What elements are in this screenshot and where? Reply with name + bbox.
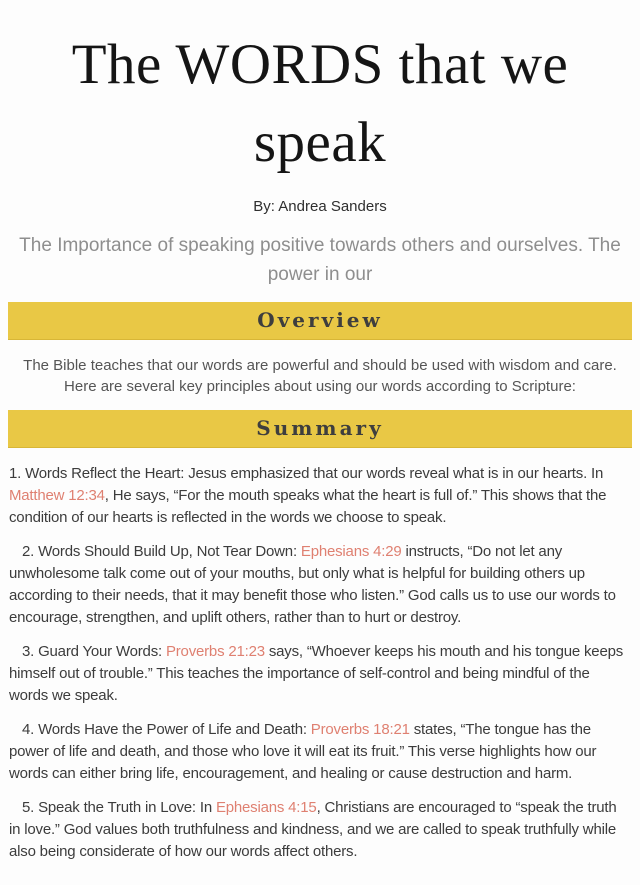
paragraph-text: 2. Words Should Build Up, Not Tear Down:: [22, 543, 301, 561]
scripture-reference[interactable]: Ephesians 4:15: [215, 799, 317, 817]
summary-paragraph: [9, 719, 631, 785]
paragraph-text: says, “Whoever keeps his mouth and his tongue keeps himself out of trouble.” This teaches the importance of self-control and being mindful of the words we speak.: [9, 643, 624, 705]
summary-banner: [8, 410, 632, 448]
paragraph-text: 4. Words Have the Power of Life and Death:: [22, 721, 311, 739]
summary-paragraph: [9, 641, 631, 707]
summary-paragraph: [9, 797, 631, 863]
byline: By: Andrea Sanders: [253, 198, 387, 216]
paragraph-text: , Christians are encouraged to “speak the truth in love.” God values both truthfulness and kindness, and we are called to speak truthfully while also being considerate of how our words affect others.: [9, 799, 617, 861]
overview-banner: [8, 302, 632, 340]
overview-body-text: The Bible teaches that our words are powerful and should be used with wisdom and care. Here are several key principles about using our words according to Scripture:: [23, 357, 617, 396]
summary-heading: Summary: [256, 416, 384, 441]
summary-paragraphs: [9, 463, 631, 863]
scripture-reference[interactable]: Ephesians 4:29: [300, 543, 402, 561]
paragraph-text: 3. Guard Your Words:: [22, 643, 166, 661]
paragraph-text: , He says, “For the mouth speaks what the heart is full of.” This shows that the condition of our hearts is reflected in the words we choose to speak.: [9, 487, 607, 527]
scripture-reference[interactable]: Proverbs 18:21: [310, 721, 410, 739]
paragraph-text: 1. Words Reflect the Heart: Jesus emphasized that our words reveal what is in our hearts. In: [9, 465, 604, 483]
summary-paragraph: [9, 463, 631, 529]
paragraph-text: 5. Speak the Truth in Love: In: [22, 799, 216, 817]
paragraph-text: instructs, “Do not let any unwholesome talk come out of your mouths, but only what is helpful for building others up according to their needs, that it may benefit those who listen.” God calls us to use our words to encourage, strengthen, and uplift others, rather than to hurt or destroy.: [9, 543, 616, 627]
summary-paragraph: [9, 541, 631, 629]
scripture-reference[interactable]: Matthew 12:34: [9, 487, 105, 505]
page-subtitle: The Importance of speaking positive towards others and ourselves. The power in our: [19, 235, 621, 286]
scripture-reference[interactable]: Proverbs 21:23: [165, 643, 265, 661]
page-title: The WORDS that we speak: [71, 33, 569, 174]
paragraph-text: states, “The tongue has the power of life and death, and those who love it will eat its fruit.” This verse highlights how our words can either bring life, encouragement, and healing or cause destruction and harm.: [9, 721, 597, 783]
overview-heading: Overview: [257, 308, 383, 333]
